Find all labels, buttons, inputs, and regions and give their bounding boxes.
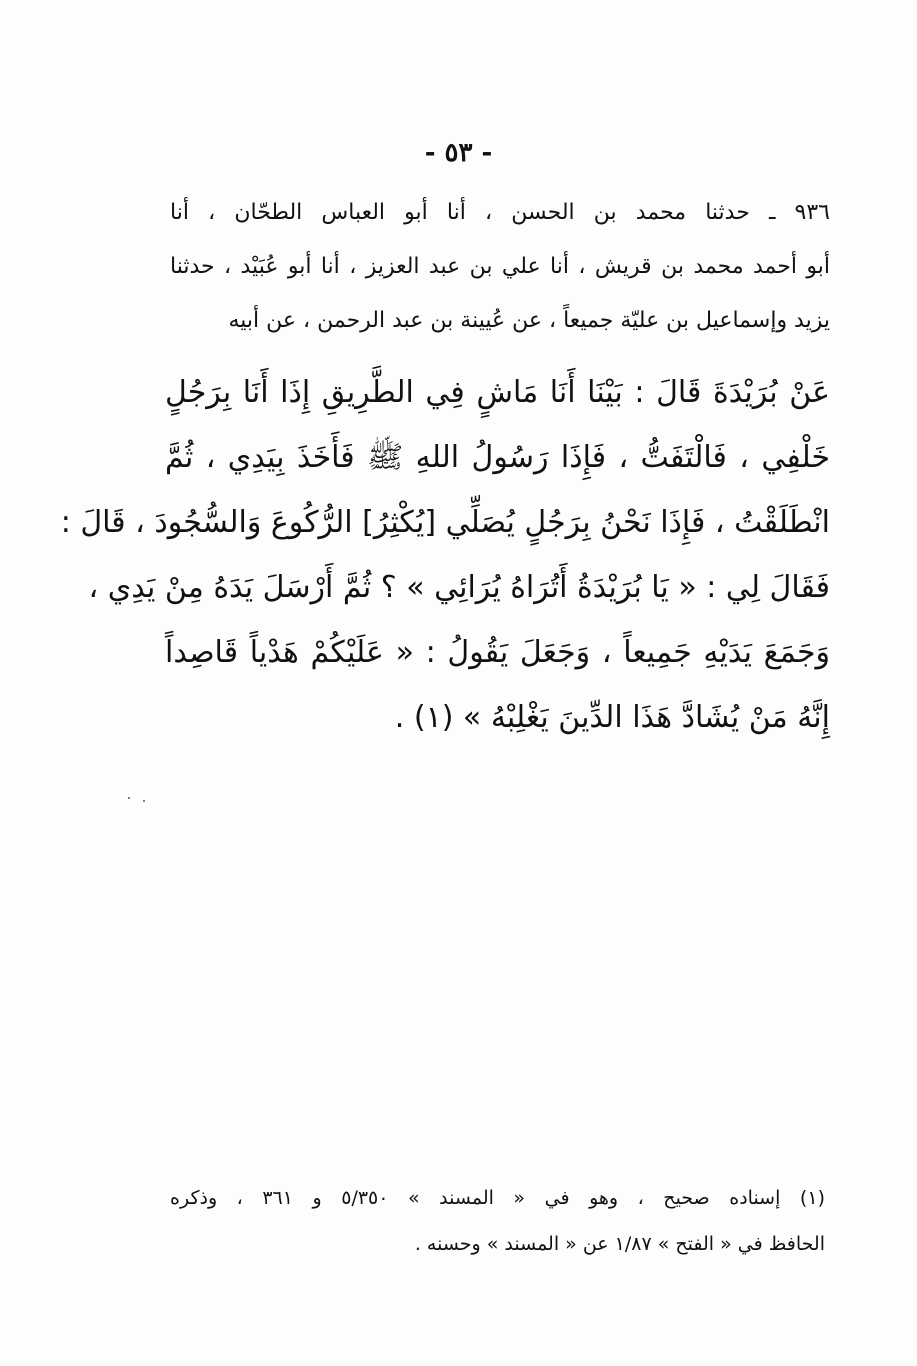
isnad-line: يزيد وإسماعيل بن عليّة جميعاً ، عن عُيينة بن عبد الرحمن ، عن أبيه: [228, 308, 830, 333]
hadith-line: خَلْفِي ، فَالْتَفَتُّ ، فَإِذَا رَسُولُ اللهِ ﷺ فَأَخَذَ بِيَدِي ، ثُمَّ: [165, 440, 830, 475]
hadith-line: وَجَمَعَ يَدَيْهِ جَمِيعاً ، وَجَعَلَ يَقُولُ : « عَلَيْكُمْ هَدْياً قَاصِداً: [165, 635, 830, 670]
footnote-line: (١) إسناده صحيح ، وهو في « المسند » ٥/٣٥٠ و ٣٦١ ، وذكره: [170, 1187, 825, 1209]
hadith-line: فَقَالَ لِي : « يَا بُرَيْدَةُ أَتُرَاهُ يُرَائِي » ؟ ثُمَّ أَرْسَلَ يَدَهُ مِنْ يَدِي ،: [88, 570, 830, 605]
scan-speck: [128, 797, 130, 799]
hadith-line: إِنَّهُ مَنْ يُشَادَّ هَذَا الدِّينَ يَغْلِبْهُ » (١) .: [394, 700, 830, 735]
page-number: - ٥٣ -: [424, 138, 493, 168]
hadith-line: عَنْ بُرَيْدَةَ قَالَ : بَيْنَا أَنَا مَاشٍ فِي الطَّرِيقِ إِذَا أَنَا بِرَجُلٍ: [165, 375, 830, 410]
hadith-text: [60, 360, 830, 750]
isnad-line: أبو أحمد محمد بن قريش ، أنا علي بن عبد العزيز ، أنا أبو عُبَيْد ، حدثنا: [170, 254, 830, 279]
footnote-line: الحافظ في « الفتح » ١/٨٧ عن « المسند » وحسنه .: [414, 1233, 825, 1255]
scan-speck: [143, 800, 145, 802]
isnad-paragraph: [170, 186, 830, 348]
isnad-line: ٩٣٦ ـ حدثنا محمد بن الحسن ، أنا أبو العباس الطحّان ، أنا: [170, 200, 830, 225]
footnote: [170, 1175, 825, 1267]
hadith-line: انْطَلَقْتُ ، فَإِذَا نَحْنُ بِرَجُلٍ يُصَلِّي [يُكْثِرُ] الرُّكُوعَ وَالسُّجُودَ ، قَالَ :: [60, 505, 830, 540]
